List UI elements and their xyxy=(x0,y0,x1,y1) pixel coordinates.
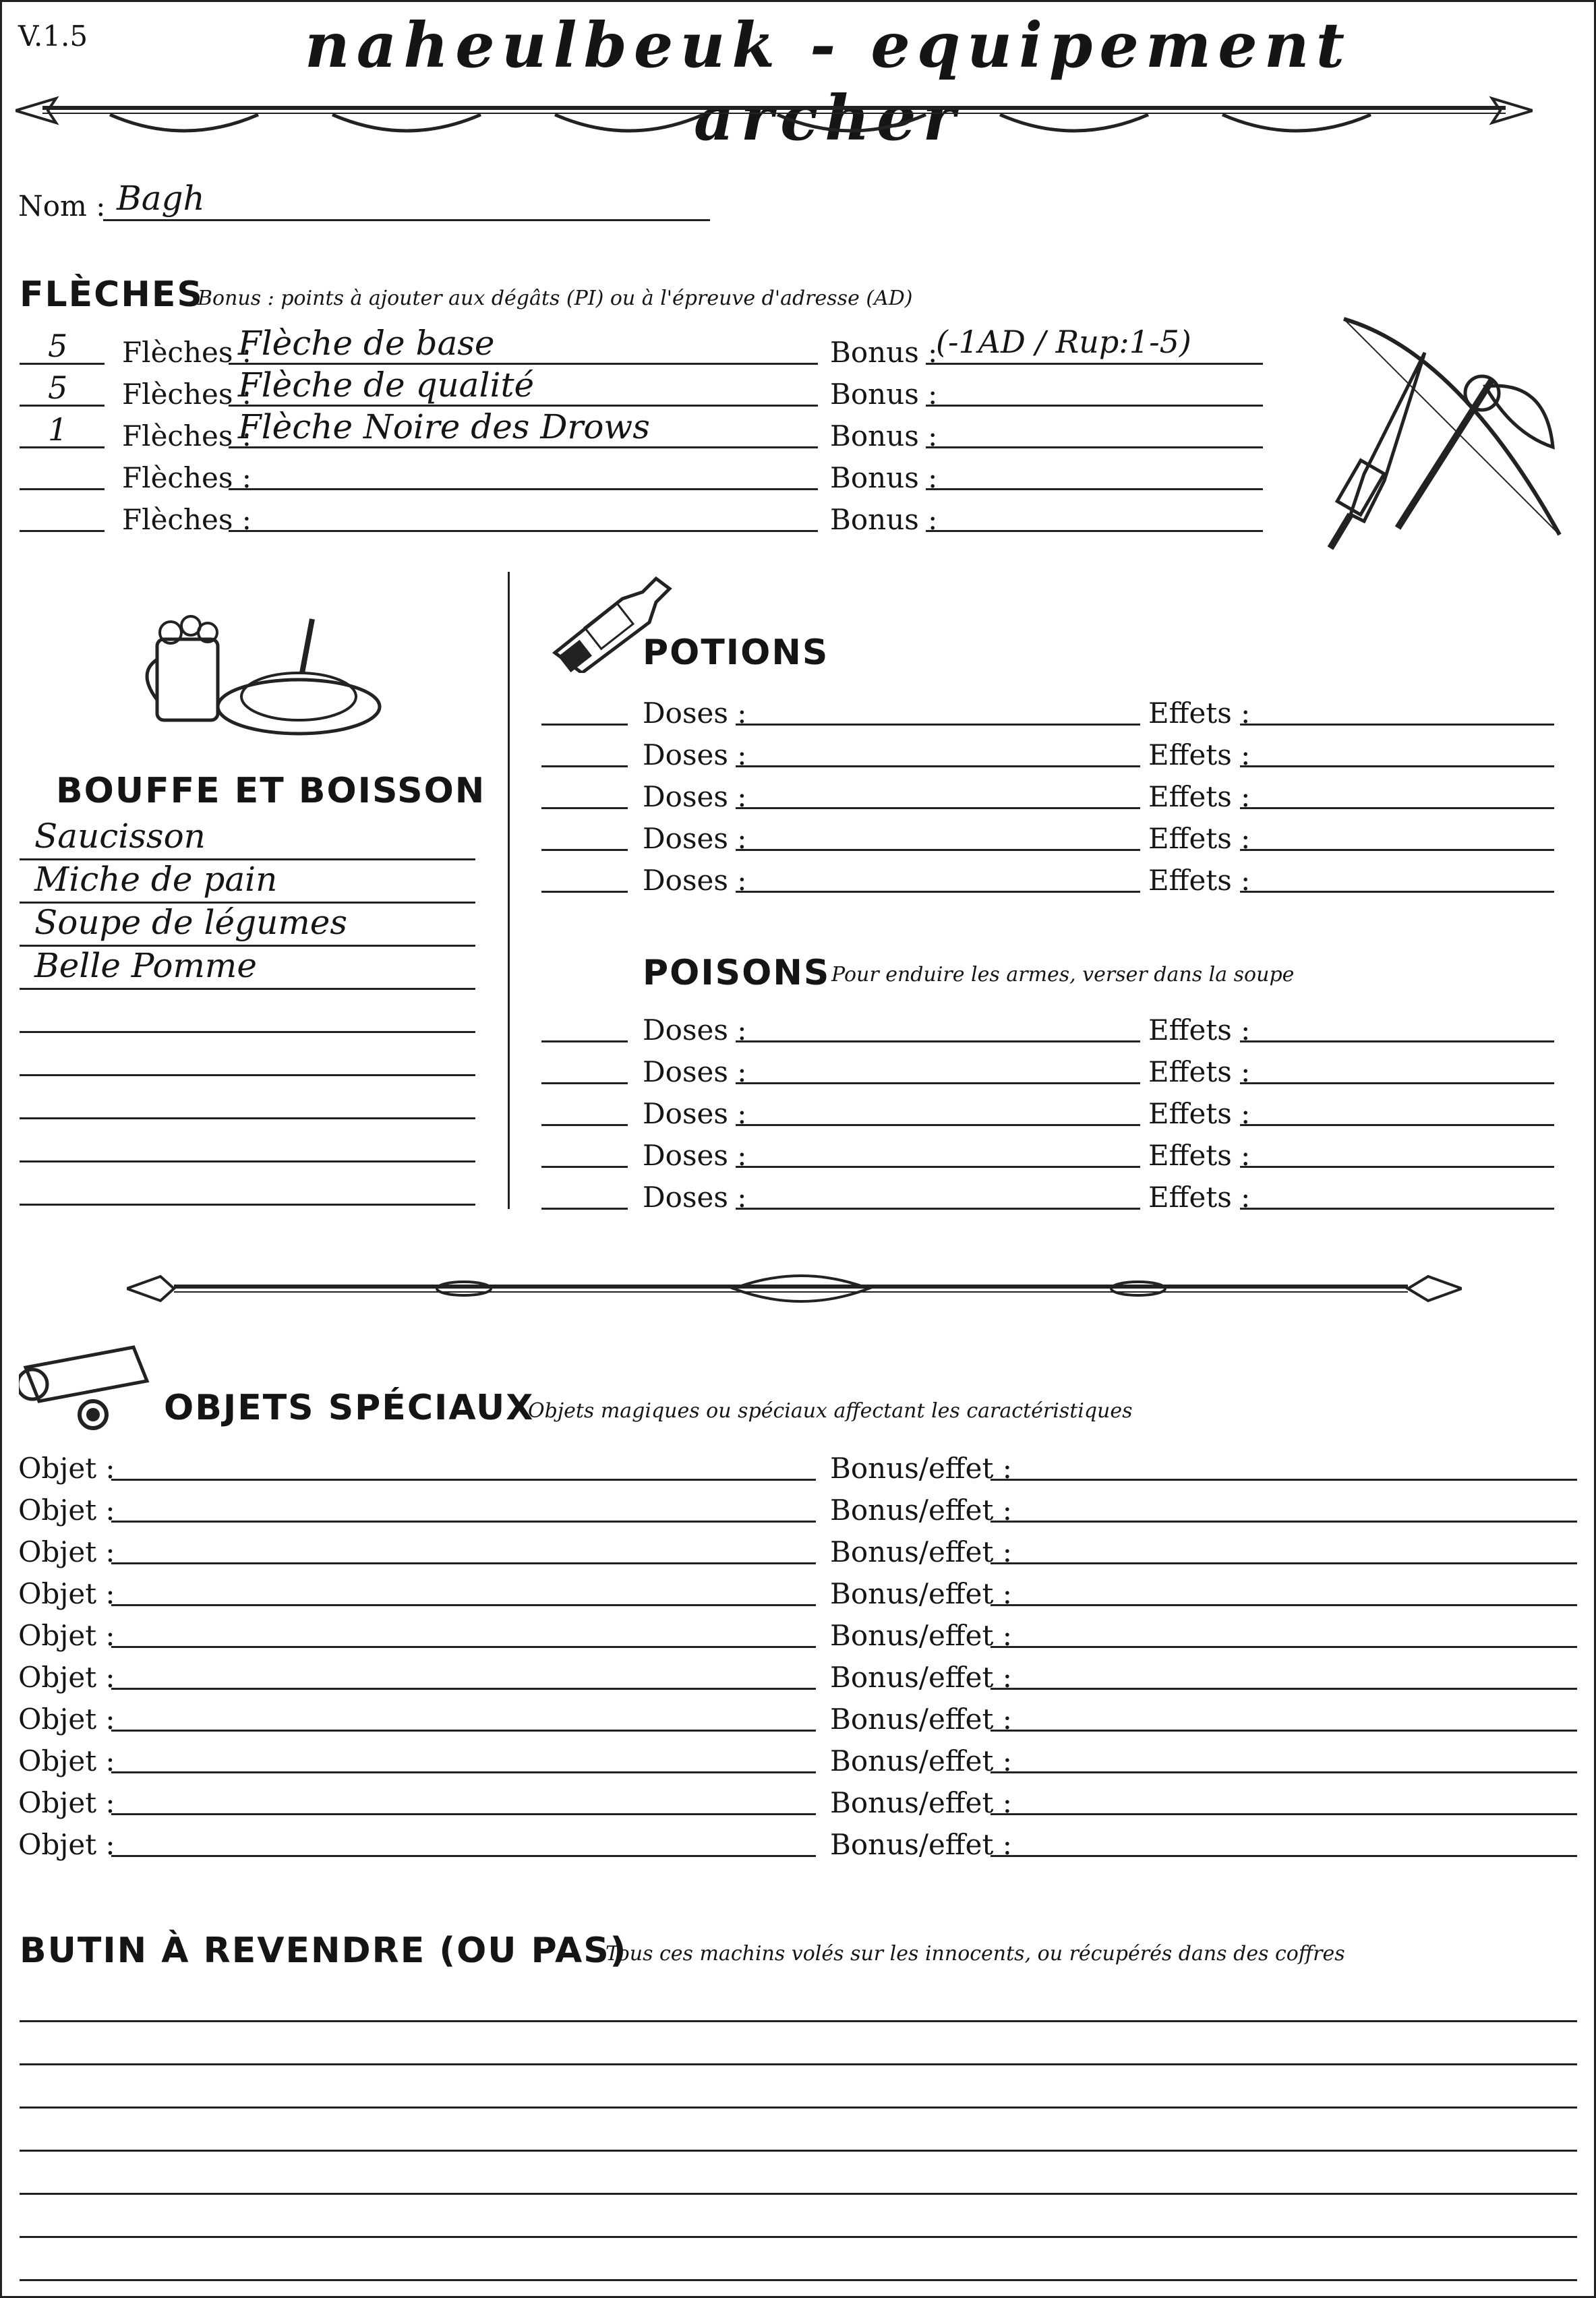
fleche-qty[interactable]: 5 xyxy=(48,370,68,406)
bouffe-item[interactable]: Soupe de légumes xyxy=(34,903,347,942)
fleche-name[interactable]: Flèche de base xyxy=(238,324,495,363)
objet-bonus-line[interactable] xyxy=(991,1855,1577,1857)
potion-effets-label: Effets : xyxy=(1148,738,1251,771)
objet-bonus-label: Bonus/effet : xyxy=(830,1494,1012,1527)
bouffe-item-line[interactable] xyxy=(20,988,475,990)
objet-bonus-label: Bonus/effet : xyxy=(830,1452,1012,1485)
potion-effets-line[interactable] xyxy=(1240,765,1554,767)
butin-line[interactable] xyxy=(20,2106,1577,2109)
fleche-qty[interactable]: 5 xyxy=(48,328,68,364)
fleche-bonus-line[interactable] xyxy=(926,530,1263,532)
fleche-qty-line[interactable] xyxy=(20,488,105,490)
objet-bonus-label: Bonus/effet : xyxy=(830,1619,1012,1652)
objet-bonus-label: Bonus/effet : xyxy=(830,1703,1012,1736)
potion-qty-line[interactable] xyxy=(541,891,628,893)
objet-bonus-line[interactable] xyxy=(991,1604,1577,1606)
fleche-bonus-line[interactable] xyxy=(926,405,1263,407)
poison-doses-line[interactable] xyxy=(736,1166,1140,1168)
objet-label: Objet : xyxy=(18,1452,115,1485)
potion-effets-label: Effets : xyxy=(1148,864,1251,897)
potion-doses-label: Doses : xyxy=(643,780,747,813)
poison-doses-line[interactable] xyxy=(736,1124,1140,1126)
objet-label: Objet : xyxy=(18,1661,115,1694)
fleche-bonus-label: Bonus : xyxy=(830,503,938,536)
objet-bonus-line[interactable] xyxy=(991,1562,1577,1564)
potion-qty-line[interactable] xyxy=(541,765,628,767)
butin-subtitle: Tous ces machins volés sur les innocents, ou récupérés dans des coffres xyxy=(605,1942,1345,1966)
poison-qty-line[interactable] xyxy=(541,1040,628,1042)
potion-doses-line[interactable] xyxy=(736,807,1140,809)
potion-doses-line[interactable] xyxy=(736,724,1140,726)
bouffe-item[interactable]: Belle Pomme xyxy=(34,946,257,985)
page-title: naheulbeuk - equipement archer xyxy=(304,9,1352,154)
objet-line[interactable] xyxy=(111,1562,816,1564)
poison-doses-label: Doses : xyxy=(643,1139,747,1172)
potion-doses-label: Doses : xyxy=(643,864,747,897)
objet-bonus-label: Bonus/effet : xyxy=(830,1828,1012,1861)
potion-effets-line[interactable] xyxy=(1240,807,1554,809)
potions-heading: POTIONS xyxy=(643,632,829,673)
poison-doses-line[interactable] xyxy=(736,1082,1140,1084)
poison-doses-line[interactable] xyxy=(736,1040,1140,1042)
fleche-name-line[interactable] xyxy=(229,405,818,407)
objet-line[interactable] xyxy=(111,1604,816,1606)
potion-qty-line[interactable] xyxy=(541,724,628,726)
bouffe-item-line[interactable] xyxy=(20,1117,475,1119)
objets-subtitle: Objets magiques ou spéciaux affectant les caractéristiques xyxy=(528,1399,1133,1423)
potion-effets-line[interactable] xyxy=(1240,724,1554,726)
potion-doses-label: Doses : xyxy=(643,697,747,730)
poison-effets-line[interactable] xyxy=(1240,1166,1554,1168)
fleche-bonus-label: Bonus : xyxy=(830,336,938,369)
poison-effets-label: Effets : xyxy=(1148,1181,1251,1214)
objet-bonus-line[interactable] xyxy=(991,1813,1577,1815)
objet-line[interactable] xyxy=(111,1813,816,1815)
poison-qty-line[interactable] xyxy=(541,1082,628,1084)
fleche-bonus-label: Bonus : xyxy=(830,419,938,452)
objet-bonus-line[interactable] xyxy=(991,1771,1577,1773)
crossed-weapons-icon xyxy=(1324,312,1573,555)
objet-label: Objet : xyxy=(18,1828,115,1861)
arrow-divider-icon xyxy=(16,86,1533,147)
potion-effets-line[interactable] xyxy=(1240,849,1554,851)
fleche-name-line[interactable] xyxy=(229,488,818,490)
poison-effets-label: Effets : xyxy=(1148,1097,1251,1130)
objet-bonus-line[interactable] xyxy=(991,1688,1577,1690)
potion-doses-label: Doses : xyxy=(643,822,747,855)
objet-label: Objet : xyxy=(18,1577,115,1610)
objet-line[interactable] xyxy=(111,1521,816,1523)
bouffe-item-line[interactable] xyxy=(20,1204,475,1206)
poisons-heading: POISONS xyxy=(643,953,831,993)
fleches-heading: FLÈCHES xyxy=(20,274,204,315)
fleche-bonus-label: Bonus : xyxy=(830,461,938,494)
fleche-bonus-line[interactable] xyxy=(926,363,1263,365)
objet-bonus-line[interactable] xyxy=(991,1521,1577,1523)
potion-doses-line[interactable] xyxy=(736,849,1140,851)
objets-heading: OBJETS SPÉCIAUX xyxy=(164,1388,535,1428)
fleche-bonus[interactable]: (-1AD / Rup:1-5) xyxy=(936,324,1191,360)
poison-qty-line[interactable] xyxy=(541,1208,628,1210)
poison-doses-label: Doses : xyxy=(643,1013,747,1047)
fleche-qty[interactable]: 1 xyxy=(48,411,68,448)
fleche-bonus-label: Bonus : xyxy=(830,378,938,411)
butin-line[interactable] xyxy=(20,2193,1577,2195)
objet-line[interactable] xyxy=(111,1771,816,1773)
column-separator xyxy=(508,572,510,1209)
objet-label: Objet : xyxy=(18,1494,115,1527)
fleche-bonus-line[interactable] xyxy=(926,446,1263,448)
poison-effets-label: Effets : xyxy=(1148,1139,1251,1172)
poison-effets-line[interactable] xyxy=(1240,1124,1554,1126)
bouffe-item-line[interactable] xyxy=(20,1031,475,1033)
butin-line[interactable] xyxy=(20,2279,1577,2281)
poison-effets-line[interactable] xyxy=(1240,1082,1554,1084)
bouffe-item-line[interactable] xyxy=(20,1160,475,1162)
bouffe-item[interactable]: Saucisson xyxy=(34,817,206,856)
potion-doses-line[interactable] xyxy=(736,891,1140,893)
version-label: V.1.5 xyxy=(18,20,88,53)
butin-line[interactable] xyxy=(20,2063,1577,2065)
fleche-label: Flèches : xyxy=(122,461,252,494)
poison-effets-label: Effets : xyxy=(1148,1013,1251,1047)
bouffe-item-line[interactable] xyxy=(20,1074,475,1076)
butin-line[interactable] xyxy=(20,2020,1577,2022)
potion-effets-line[interactable] xyxy=(1240,891,1554,893)
objet-line[interactable] xyxy=(111,1688,816,1690)
objet-bonus-label: Bonus/effet : xyxy=(830,1744,1012,1777)
objet-bonus-line[interactable] xyxy=(991,1479,1577,1481)
fleche-qty-line[interactable] xyxy=(20,363,105,365)
nom-line xyxy=(103,219,710,221)
poison-effets-label: Effets : xyxy=(1148,1055,1251,1088)
fleche-name-line[interactable] xyxy=(229,530,818,532)
fleche-label: Flèches : xyxy=(122,503,252,536)
butin-line[interactable] xyxy=(20,2236,1577,2238)
objet-line[interactable] xyxy=(111,1855,816,1857)
objet-line[interactable] xyxy=(111,1479,816,1481)
poison-qty-line[interactable] xyxy=(541,1166,628,1168)
staff-divider-icon xyxy=(127,1263,1462,1310)
objet-line[interactable] xyxy=(111,1730,816,1732)
fleche-name-line[interactable] xyxy=(229,446,818,448)
poison-doses-label: Doses : xyxy=(643,1055,747,1088)
bouffe-heading: BOUFFE ET BOISSON xyxy=(56,771,486,811)
fleche-bonus-line[interactable] xyxy=(926,488,1263,490)
potion-effets-label: Effets : xyxy=(1148,697,1251,730)
potion-effets-label: Effets : xyxy=(1148,780,1251,813)
potion-effets-label: Effets : xyxy=(1148,822,1251,855)
fleche-qty-line[interactable] xyxy=(20,530,105,532)
objet-label: Objet : xyxy=(18,1619,115,1652)
potion-doses-label: Doses : xyxy=(643,738,747,771)
butin-heading: BUTIN À REVENDRE (OU PAS) xyxy=(20,1931,628,1971)
fleches-subtitle: Bonus : points à ajouter aux dégâts (PI) ou à l'épreuve d'adresse (AD) xyxy=(198,287,913,310)
fleche-name[interactable]: Flèche de qualité xyxy=(238,365,535,405)
poison-effets-line[interactable] xyxy=(1240,1040,1554,1042)
objet-label: Objet : xyxy=(18,1703,115,1736)
potion-doses-line[interactable] xyxy=(736,765,1140,767)
objet-line[interactable] xyxy=(111,1646,816,1648)
bouffe-item[interactable]: Miche de pain xyxy=(34,860,278,899)
poison-effets-line[interactable] xyxy=(1240,1208,1554,1210)
objet-bonus-label: Bonus/effet : xyxy=(830,1661,1012,1694)
objet-label: Objet : xyxy=(18,1535,115,1568)
objet-label: Objet : xyxy=(18,1786,115,1819)
fleche-name[interactable]: Flèche Noire des Drows xyxy=(238,407,650,446)
scroll-and-ring-icon xyxy=(19,1340,160,1435)
butin-line[interactable] xyxy=(20,2150,1577,2152)
poison-qty-line[interactable] xyxy=(541,1124,628,1126)
fleche-label: Flèches : xyxy=(122,336,252,369)
fleche-label: Flèches : xyxy=(122,419,252,452)
beer-and-food-icon xyxy=(137,606,386,740)
poison-doses-label: Doses : xyxy=(643,1181,747,1214)
objet-bonus-line[interactable] xyxy=(991,1646,1577,1648)
fleche-qty-line[interactable] xyxy=(20,405,105,407)
objet-bonus-label: Bonus/effet : xyxy=(830,1535,1012,1568)
fleche-qty-line[interactable] xyxy=(20,446,105,448)
poison-doses-label: Doses : xyxy=(643,1097,747,1130)
fleche-label: Flèches : xyxy=(122,378,252,411)
potion-qty-line[interactable] xyxy=(541,807,628,809)
objet-bonus-label: Bonus/effet : xyxy=(830,1577,1012,1610)
poison-doses-line[interactable] xyxy=(736,1208,1140,1210)
nom-value[interactable]: Bagh xyxy=(117,179,205,218)
poisons-subtitle: Pour enduire les armes, verser dans la soupe xyxy=(831,963,1295,986)
potion-qty-line[interactable] xyxy=(541,849,628,851)
nom-label: Nom : xyxy=(18,189,106,223)
fleche-name-line[interactable] xyxy=(229,363,818,365)
objet-bonus-label: Bonus/effet : xyxy=(830,1786,1012,1819)
objet-bonus-line[interactable] xyxy=(991,1730,1577,1732)
objet-label: Objet : xyxy=(18,1744,115,1777)
